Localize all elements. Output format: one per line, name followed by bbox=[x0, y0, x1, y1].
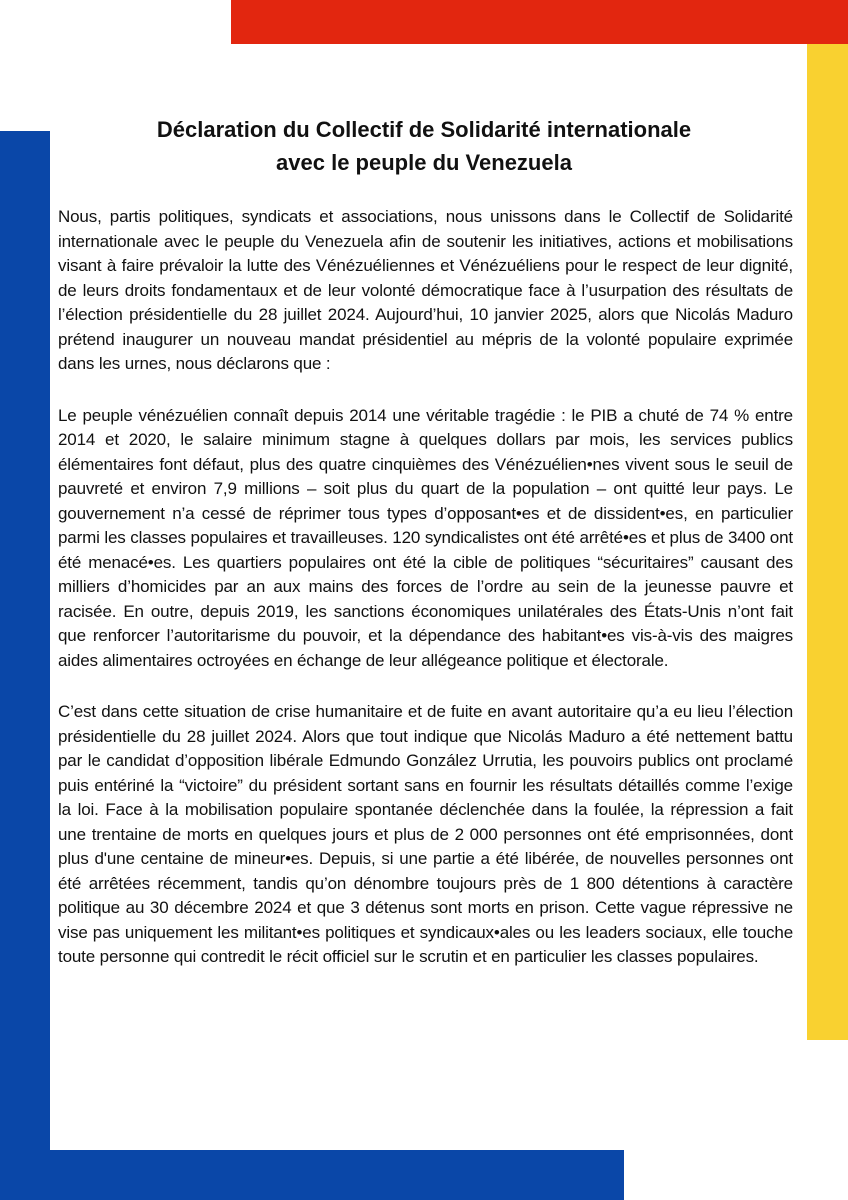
document-title bbox=[100, 113, 748, 179]
yellow-decorative-bar bbox=[807, 44, 848, 1040]
red-decorative-bar bbox=[231, 0, 848, 44]
blue-decorative-bar-left bbox=[0, 131, 50, 1200]
paragraph-intro: Nous, partis politiques, syndicats et associations, nous unissons dans le Collectif de Solidarité internationale avec le peuple du Venezuela afin de soutenir les initiatives, actions et mobilisations visant à faire prévaloir la lutte des Vénézuéliennes et Vénézuéliens pour le respect de leur dignité, de leurs droits fondamentaux et de leur volonté démocratique face à l’usurpation des résultats de l’élection présidentielle du 28 juillet 2024. Aujourd’hui, 10 janvier 2025, alors que Nicolás Maduro prétend inaugurer un nouveau mandat présidentiel au mépris de la volonté populaire exprimée dans les urnes, nous déclarons que : bbox=[58, 207, 793, 373]
title-line-1: Déclaration du Collectif de Solidarité internationale bbox=[156, 117, 692, 142]
paragraph-election: C’est dans cette situation de crise humanitaire et de fuite en avant autoritaire qu’a eu lieu l’élection présidentielle du 28 juillet 2024. Alors que tout indique que Nicolás Maduro a été nettement battu par le candidat d’opposition libérale Edmundo González Urrutia, les pouvoirs publics ont proclamé puis entériné la “victoire” du président sortant sans en fournir les résultats détaillés comme l’exige la loi. Face à la mobilisation populaire spontanée déclenchée dans la foulée, la répression a fait une trentaine de morts en quelques jours et plus de 2 000 personnes ont été emprisonnées, dont plus d'une centaine de mineur•es. Depuis, si une partie a été libérée, de nouvelles personnes ont été arrêtées récemment, tandis qu’on dénombre toujours près de 1 800 détentions à caractère politique au 30 décembre 2024 et que 3 détenus sont morts en prison. Cette vague répressive ne vise pas uniquement les militant•es politiques et syndicaux•ales ou les leaders sociaux, elle touche toute personne qui contredit le récit officiel sur le scrutin et en particulier les classes populaires. bbox=[58, 702, 793, 966]
document-body bbox=[58, 205, 793, 997]
paragraph-tragedy: Le peuple vénézuélien connaît depuis 2014 une véritable tragédie : le PIB a chuté de 74 % entre 2014 et 2020, le salaire minimum stagne à quelques dollars par mois, les services publics élémentaires font défaut, plus des quatre cinquièmes des Vénézuélien•nes vivent sous le seuil de pauvreté et environ 7,9 millions – soit plus du quart de la population – ont quitté leur pays. Le gouvernement n’a cessé de réprimer tous types d’opposant•es et de dissident•es, en particulier parmi les classes populaires et travailleuses. 120 syndicalistes ont été arrêté•es et plus de 3400 ont été menacé•es. Les quartiers populaires ont été la cible de politiques “sécuritaires” causant des milliers d’homicides par an aux mains des forces de l’ordre au sein de la jeunesse pauvre et racisée. En outre, depuis 2019, les sanctions économiques unilatérales des États-Unis n’ont fait que renforcer l’autoritarisme du pouvoir, et la dépendance des habitant•es vis-à-vis des maigres aides alimentaires octroyées en échange de leur allégeance politique et électorale. bbox=[58, 405, 793, 670]
title-line-2: avec le peuple du Venezuela bbox=[276, 150, 572, 175]
blue-decorative-bar-bottom bbox=[50, 1150, 624, 1200]
